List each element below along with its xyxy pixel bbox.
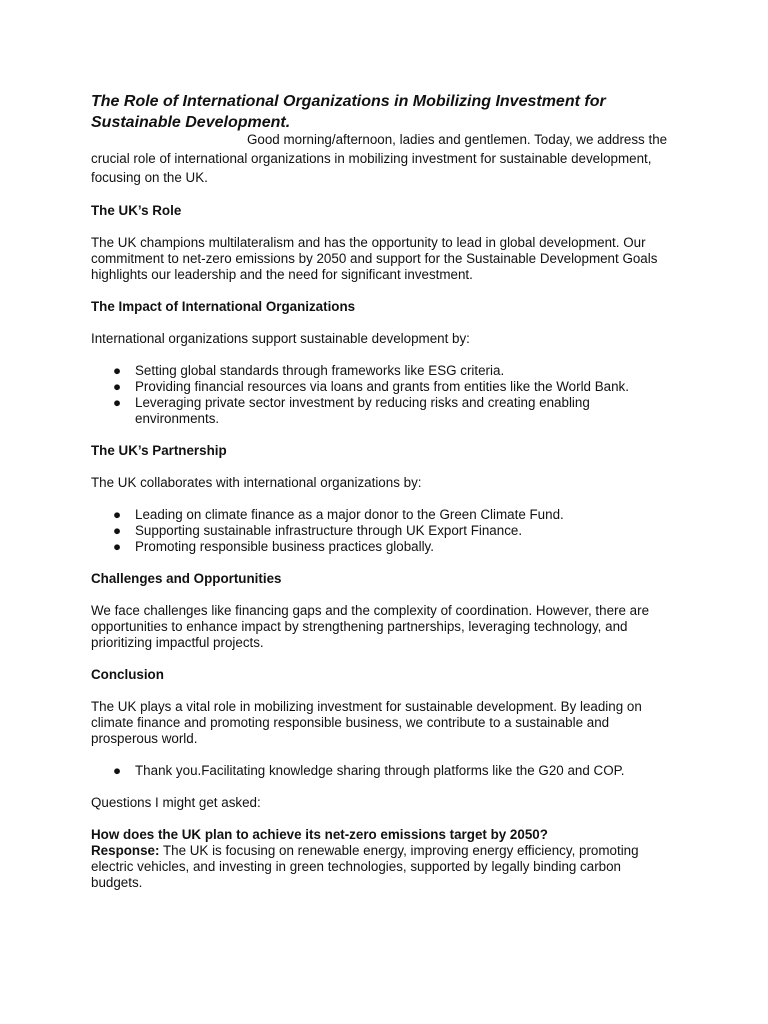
list-item-text: Setting global standards through frameworks like ESG criteria. — [135, 363, 505, 378]
bullet-icon: ● — [113, 539, 122, 554]
list-item-text: Promoting responsible business practices globally. — [135, 539, 434, 554]
qa-response — [91, 843, 668, 891]
bullet-icon: ● — [113, 523, 122, 538]
conclusion-paragraph: The UK plays a vital role in mobilizing investment for sustainable development. By leading on climate finance and promoting responsible business, we contribute to a sustainable and prosperous world. — [91, 699, 642, 746]
list-item — [91, 395, 668, 427]
list-item-text: Leading on climate finance as a major donor to the Green Climate Fund. — [135, 507, 564, 522]
qa-response-text: The UK is focusing on renewable energy, improving energy efficiency, promoting electric vehicles, and investing in green technologies, supported by legally binding carbon budgets. — [91, 843, 639, 890]
impact-bullet-list — [91, 363, 668, 427]
section-heading-challenges: Challenges and Opportunities — [91, 571, 282, 586]
document-title: The Role of International Organizations in Mobilizing Investment for Sustainable Development. — [91, 93, 606, 131]
list-item — [91, 763, 668, 779]
qa-question: How does the UK plan to achieve its net-zero emissions target by 2050? — [91, 827, 548, 842]
list-item-text: Thank you.Facilitating knowledge sharing through platforms like the G20 and COP. — [135, 763, 625, 778]
list-item — [91, 379, 668, 395]
section-heading-impact: The Impact of International Organizations — [91, 299, 356, 314]
partnership-bullet-list — [91, 507, 668, 555]
qa-response-label: Response: — [91, 843, 160, 858]
intro-paragraph: Good morning/afternoon, ladies and gentlemen. Today, we address the crucial role of international organizations in mobilizing investment for sustainable development, focusing on the UK. — [91, 132, 668, 185]
bullet-icon: ● — [113, 395, 122, 410]
bullet-icon: ● — [113, 507, 122, 522]
questions-intro: Questions I might get asked: — [91, 795, 261, 810]
bullet-icon: ● — [113, 363, 122, 378]
list-item — [91, 507, 668, 523]
bullet-icon: ● — [113, 763, 122, 778]
impact-paragraph: International organizations support sustainable development by: — [91, 331, 470, 346]
uk-role-paragraph: The UK champions multilateralism and has the opportunity to lead in global development. Our commitment to net-zero emissions by 2050 and support for the Sustainable Development Goals highlights our leadership and the need for significant investment. — [91, 235, 658, 282]
list-item — [91, 363, 668, 379]
list-item-text: Leveraging private sector investment by reducing risks and creating enabling environments. — [135, 395, 590, 426]
list-item-text: Supporting sustainable infrastructure through UK Export Finance. — [135, 523, 523, 538]
section-heading-uk-role: The UK’s Role — [91, 203, 182, 218]
challenges-paragraph: We face challenges like financing gaps and the complexity of coordination. However, there are opportunities to enhance impact by strengthening partnerships, leveraging technology, and prioritizing impactful projects. — [91, 603, 650, 650]
section-heading-conclusion: Conclusion — [91, 667, 164, 682]
list-item — [91, 523, 668, 539]
partnership-paragraph: The UK collaborates with international organizations by: — [91, 475, 422, 490]
list-item — [91, 539, 668, 555]
list-item-text: Providing financial resources via loans and grants from entities like the World Bank. — [135, 379, 629, 394]
section-heading-partnership: The UK’s Partnership — [91, 443, 227, 458]
bullet-icon: ● — [113, 379, 122, 394]
conclusion-bullet-list — [91, 763, 668, 779]
